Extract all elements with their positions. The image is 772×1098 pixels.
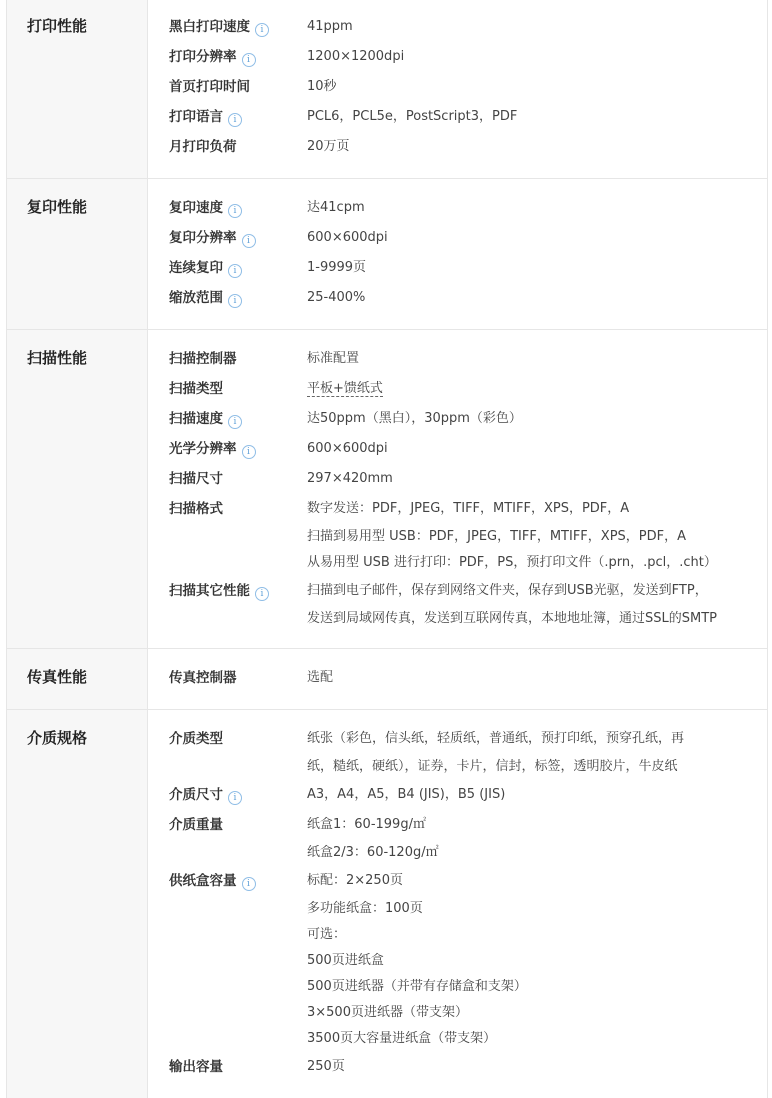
spec-row	[148, 374, 767, 404]
spec-value-text: 纸，糙纸，硬纸），证券，卡片，信封，标签，透明胶片，牛皮纸	[307, 759, 678, 774]
spec-label-text: 扫描速度	[169, 411, 223, 427]
spec-value-text: 纸盒1：60-199g/㎡	[307, 817, 426, 832]
info-icon[interactable]: i	[242, 53, 256, 67]
spec-value-line	[307, 102, 767, 132]
info-icon[interactable]: i	[242, 877, 256, 891]
spec-section	[7, 179, 767, 330]
spec-value-line	[307, 922, 767, 948]
spec-row	[148, 663, 767, 693]
spec-value-text: 3500页大容量进纸盒（带支架）	[307, 1031, 497, 1046]
spec-label	[148, 12, 307, 42]
section-title: 复印性能	[7, 179, 148, 329]
spec-value	[307, 344, 767, 374]
spec-label-text: 复印分辨率	[169, 230, 237, 246]
spec-value-text: 标准配置	[307, 351, 360, 366]
spec-value-line	[307, 72, 767, 102]
spec-value-text: A3，A4，A5，B4 (JIS)，B5 (JIS)	[307, 787, 506, 802]
spec-label-text: 输出容量	[169, 1059, 223, 1075]
spec-value	[307, 223, 767, 253]
spec-label	[148, 193, 307, 223]
spec-value-text: 数字发送：PDF，JPEG，TIFF，MTIFF，XPS，PDF，A	[307, 501, 630, 516]
spec-value-link[interactable]: 平板+馈纸式	[307, 381, 383, 396]
spec-label-text: 介质类型	[169, 731, 223, 747]
spec-row	[148, 72, 767, 102]
spec-value-text: 250页	[307, 1059, 345, 1074]
spec-label-text: 黑白打印速度	[169, 19, 250, 35]
spec-section	[7, 649, 767, 710]
spec-value-line[interactable]	[307, 374, 767, 404]
spec-value-text: 达41cpm	[307, 200, 365, 215]
spec-value-line	[307, 576, 767, 606]
info-icon[interactable]: i	[242, 445, 256, 459]
spec-value-text: 可选：	[307, 927, 347, 942]
spec-label	[148, 576, 307, 632]
spec-value-line	[307, 780, 767, 810]
info-icon[interactable]: i	[228, 294, 242, 308]
spec-value-text: 600×600dpi	[307, 230, 388, 245]
spec-label-text: 复印速度	[169, 200, 223, 216]
spec-label	[148, 810, 307, 866]
spec-value	[307, 132, 767, 162]
spec-row	[148, 404, 767, 434]
spec-value	[307, 12, 767, 42]
spec-value-text: 3×500页进纸器（带支架）	[307, 1005, 468, 1020]
spec-value	[307, 1052, 767, 1082]
spec-section	[7, 710, 767, 1098]
spec-value-line	[307, 223, 767, 253]
spec-value-text: 297×420mm	[307, 471, 393, 486]
spec-value-text: 纸张（彩色，信头纸，轻质纸，普通纸，预打印纸，预穿孔纸，再	[307, 731, 685, 746]
spec-row	[148, 344, 767, 374]
spec-value-line	[307, 42, 767, 72]
spec-value-text: 500页进纸器（并带有存储盒和支架）	[307, 979, 527, 994]
spec-label-text: 供纸盒容量	[169, 873, 237, 889]
spec-value	[307, 866, 767, 1052]
spec-row	[148, 223, 767, 253]
spec-row	[148, 193, 767, 223]
spec-value-line	[307, 434, 767, 464]
spec-row	[148, 283, 767, 313]
info-icon[interactable]: i	[255, 587, 269, 601]
spec-label	[148, 102, 307, 132]
spec-label	[148, 404, 307, 434]
spec-label	[148, 434, 307, 464]
spec-label	[148, 223, 307, 253]
spec-value	[307, 283, 767, 313]
spec-value	[307, 810, 767, 866]
spec-value-line	[307, 132, 767, 162]
spec-row	[148, 132, 767, 162]
spec-value-line	[307, 810, 767, 840]
spec-row	[148, 810, 767, 866]
spec-row	[148, 253, 767, 283]
spec-label	[148, 494, 307, 576]
spec-label	[148, 1052, 307, 1082]
section-body	[148, 710, 767, 1098]
spec-value-text: PCL6，PCL5e，PostScript3，PDF	[307, 109, 518, 124]
spec-label-text: 首页打印时间	[169, 79, 250, 95]
spec-label-text: 扫描类型	[169, 381, 223, 397]
section-body	[148, 649, 767, 709]
spec-label-text: 缩放范围	[169, 290, 223, 306]
spec-label	[148, 724, 307, 780]
info-icon[interactable]: i	[242, 234, 256, 248]
spec-value-text: 25-400%	[307, 290, 366, 305]
spec-value-text: 41ppm	[307, 19, 353, 34]
spec-row	[148, 1052, 767, 1082]
spec-row	[148, 494, 767, 576]
spec-value	[307, 253, 767, 283]
spec-section	[7, 330, 767, 649]
spec-label-text: 扫描尺寸	[169, 471, 223, 487]
spec-value	[307, 102, 767, 132]
spec-value-text: 选配	[307, 670, 334, 685]
spec-value-text: 从易用型 USB 进行打印：PDF，PS，预打印文件（.prn，.pcl，.cht）	[307, 555, 717, 570]
spec-table	[6, 0, 768, 1098]
spec-label-text: 月打印负荷	[169, 139, 237, 155]
section-body	[148, 179, 767, 329]
spec-label	[148, 780, 307, 810]
spec-label-text: 打印语言	[169, 109, 223, 125]
section-body	[148, 0, 767, 178]
info-icon[interactable]: i	[255, 23, 269, 37]
spec-value	[307, 374, 767, 404]
spec-value-line	[307, 524, 767, 550]
spec-value-text: 发送到局域网传真，发送到互联网传真，本地地址簿，通过SSL的SMTP	[307, 611, 717, 626]
spec-value	[307, 494, 767, 576]
spec-value-line	[307, 866, 767, 896]
spec-value-text: 10秒	[307, 79, 337, 94]
spec-label	[148, 283, 307, 313]
info-icon[interactable]: i	[228, 791, 242, 805]
spec-value	[307, 576, 767, 632]
spec-label-text: 光学分辨率	[169, 441, 237, 457]
spec-label	[148, 132, 307, 162]
info-icon[interactable]: i	[228, 264, 242, 278]
spec-row	[148, 464, 767, 494]
spec-label	[148, 344, 307, 374]
spec-value-line	[307, 464, 767, 494]
spec-value-line	[307, 550, 767, 576]
spec-value-line	[307, 724, 767, 754]
spec-value-line	[307, 840, 767, 866]
spec-value-line	[307, 404, 767, 434]
spec-value-text: 20万页	[307, 139, 350, 154]
spec-value-line	[307, 1052, 767, 1082]
spec-value-text: 多功能纸盒：100页	[307, 901, 423, 916]
spec-label-text: 扫描控制器	[169, 351, 237, 367]
spec-label-text: 扫描格式	[169, 501, 223, 517]
spec-label-text: 打印分辨率	[169, 49, 237, 65]
spec-value-text: 1-9999页	[307, 260, 367, 275]
spec-label	[148, 866, 307, 1052]
spec-row	[148, 576, 767, 632]
section-body	[148, 330, 767, 648]
spec-value	[307, 72, 767, 102]
spec-value-line	[307, 663, 767, 693]
spec-value	[307, 724, 767, 780]
spec-value	[307, 404, 767, 434]
spec-label	[148, 464, 307, 494]
spec-value-line	[307, 193, 767, 223]
spec-label-text: 介质尺寸	[169, 787, 223, 803]
spec-value-text: 扫描到电子邮件，保存到网络文件夹，保存到USB光驱，发送到FTP，	[307, 583, 708, 598]
spec-label-text: 介质重量	[169, 817, 223, 833]
spec-row	[148, 780, 767, 810]
spec-value-line	[307, 12, 767, 42]
spec-row	[148, 434, 767, 464]
spec-label	[148, 42, 307, 72]
spec-value-text: 扫描到易用型 USB：PDF，JPEG，TIFF，MTIFF，XPS，PDF，A	[307, 529, 686, 544]
spec-value	[307, 780, 767, 810]
spec-label	[148, 72, 307, 102]
info-icon[interactable]: i	[228, 113, 242, 127]
info-icon[interactable]: i	[228, 415, 242, 429]
spec-row	[148, 12, 767, 42]
spec-value	[307, 464, 767, 494]
section-title: 打印性能	[7, 0, 148, 178]
spec-value-text: 标配：2×250页	[307, 873, 403, 888]
spec-value-line	[307, 974, 767, 1000]
spec-label	[148, 374, 307, 404]
spec-value-text: 600×600dpi	[307, 441, 388, 456]
spec-value-line	[307, 948, 767, 974]
spec-value-line	[307, 896, 767, 922]
spec-label	[148, 663, 307, 693]
spec-label-text: 连续复印	[169, 260, 223, 276]
spec-value-line	[307, 344, 767, 374]
spec-value-line	[307, 494, 767, 524]
section-title: 介质规格	[7, 710, 148, 1098]
spec-label-text: 扫描其它性能	[169, 583, 250, 599]
spec-value-line	[307, 253, 767, 283]
spec-value-line	[307, 1000, 767, 1026]
section-title: 扫描性能	[7, 330, 148, 648]
spec-value	[307, 193, 767, 223]
spec-value	[307, 434, 767, 464]
spec-row	[148, 42, 767, 72]
spec-value-line	[307, 754, 767, 780]
section-title: 传真性能	[7, 649, 148, 709]
spec-row	[148, 724, 767, 780]
spec-value	[307, 663, 767, 693]
spec-value-line	[307, 1026, 767, 1052]
spec-row	[148, 102, 767, 132]
spec-value-text: 1200×1200dpi	[307, 49, 405, 64]
spec-label	[148, 253, 307, 283]
spec-label-text: 传真控制器	[169, 670, 237, 686]
spec-value-text: 达50ppm（黑白），30ppm（彩色）	[307, 411, 522, 426]
spec-value-text: 纸盒2/3：60-120g/㎡	[307, 845, 439, 860]
info-icon[interactable]: i	[228, 204, 242, 218]
spec-value-line	[307, 283, 767, 313]
spec-row	[148, 866, 767, 1052]
spec-section	[7, 0, 767, 179]
spec-value-text: 500页进纸盒	[307, 953, 384, 968]
spec-value-line	[307, 606, 767, 632]
spec-value	[307, 42, 767, 72]
